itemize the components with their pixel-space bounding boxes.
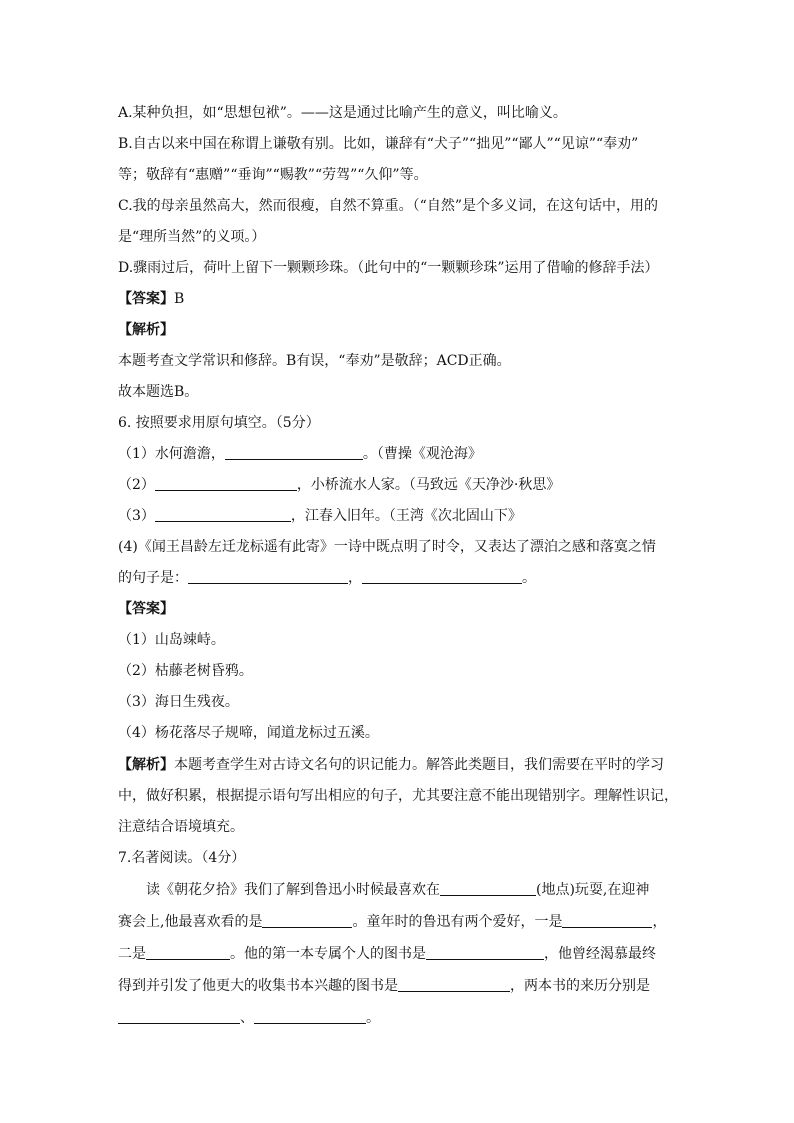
q6-blank1[interactable] <box>225 445 363 460</box>
q7-l2-b: 。童年时的鲁迅有两个爱好，一是 <box>352 914 563 930</box>
q5-option-c-line1: C.我的母亲虽然高大，然而很瘦，自然不算重。（“自然”是个多义词，在这句话中，用的 <box>118 198 658 214</box>
q7-l3-b: 。他的第一本专属个人的图书是 <box>230 946 426 962</box>
q7-l5-a: 、 <box>240 1010 254 1026</box>
q6-item1-post: 。（曹操《观沧海》 <box>362 446 482 462</box>
q6-item4-mid: ， <box>348 570 362 586</box>
q7-l4-b: ，两本书的来历分别是 <box>510 978 650 994</box>
q7-blank-origin1[interactable] <box>118 1009 240 1024</box>
answer-value: B <box>174 291 185 307</box>
q6-item4-post: 。 <box>522 570 536 586</box>
q6-answer-tag: 【答案】 <box>118 601 174 617</box>
q5-option-b-line1: B.自古以来中国在称谓上谦敬有别。比如，谦辞有“犬子”“拙见”“鄙人”“见谅”“奉劝” <box>118 136 639 152</box>
q7-blank-origin2[interactable] <box>254 1009 366 1024</box>
q7-l1-b: (地点)玩耍,在迎神 <box>536 882 650 898</box>
q7-blank-watch[interactable] <box>262 913 352 928</box>
q6-item2 <box>118 475 678 495</box>
q7-line1 <box>146 880 678 900</box>
q6-blank2[interactable] <box>155 476 297 491</box>
q6-item3-pre: （3） <box>118 508 155 524</box>
answer-tag: 【答案】 <box>118 291 174 307</box>
q7-l4-a: 得到并引发了他更大的收集书本兴趣的图书是 <box>118 978 398 994</box>
q7-line3 <box>118 944 678 964</box>
q5-option-a: A.某种负担，如“思想包袱”。——这是通过比喻产生的意义，叫比喻义。 <box>118 105 567 121</box>
q6-answer-3: （3）海日生残夜。 <box>118 694 239 710</box>
q7-line2 <box>118 912 678 932</box>
q5-analysis-tag: 【解析】 <box>118 322 174 338</box>
q7-l3-c: ，他曾经渴慕最终 <box>544 946 656 962</box>
q7-l2-c: ， <box>652 914 667 930</box>
q5-answer <box>118 289 678 309</box>
q6-answer-1: （1）山岛竦峙。 <box>118 632 225 648</box>
q6-item1 <box>118 444 678 464</box>
q7-l1-a: 读《朝花夕拾》我们了解到鲁迅小时候最喜欢在 <box>146 882 440 898</box>
q6-item3 <box>118 506 678 526</box>
q7-blank-place[interactable] <box>440 881 536 896</box>
q6-item1-pre: （1）水何澹澹， <box>118 446 225 462</box>
q6-analysis-line3: 注意结合语境填充。 <box>118 819 244 835</box>
q6-analysis-text1: 本题考查学生对古诗文名句的识记能力。解答此类题目，我们需要在平时的学习 <box>174 757 664 773</box>
q6-title: 6. 按照要求用原句填空。（5分） <box>118 415 320 431</box>
q6-analysis-line1 <box>118 755 678 775</box>
q7-blank-hobby1[interactable] <box>562 913 652 928</box>
q7-l5-b: 。 <box>366 1010 380 1026</box>
q6-answer-4: （4）杨花落尽子规啼，闻道龙标过五溪。 <box>118 725 379 741</box>
q5-analysis: 本题考查文学常识和修辞。B有误，“奉劝”是敬辞；ACD正确。 <box>118 353 511 369</box>
q5-option-c-line2: 是“理所当然”的义项。） <box>118 229 266 245</box>
q6-item3-post: ，江春入旧年。（王湾《次北固山下》 <box>290 508 522 524</box>
q6-blank4a[interactable] <box>188 569 348 584</box>
q7-title: 7.名著阅读。（4分） <box>118 850 246 866</box>
q6-item2-pre: （2） <box>118 477 155 493</box>
q5-option-b-line2: 等；敬辞有“惠赠”“垂询”“赐教”“劳驾”“久仰”等。 <box>118 167 428 183</box>
q7-blank-book1[interactable] <box>426 945 544 960</box>
q6-analysis-line2: 中，做好积累，根据提示语句写出相应的句子，尤其要注意不能出现错别字。理解性识记， <box>118 788 678 804</box>
q7-line5 <box>118 1008 678 1028</box>
q6-answer-2: （2）枯藤老树昏鸦。 <box>118 663 253 679</box>
q7-blank-hobby2[interactable] <box>146 945 230 960</box>
q6-blank3[interactable] <box>155 507 291 522</box>
q7-line4 <box>118 976 678 996</box>
q5-option-d: D.骤雨过后，荷叶上留下一颗颗珍珠。（此句中的“一颗颗珍珠”运用了借喻的修辞手法） <box>118 260 659 276</box>
q6-analysis-tag: 【解析】 <box>118 757 174 773</box>
q6-item4-line2 <box>118 568 678 588</box>
q5-conclusion: 故本题选B。 <box>118 384 199 400</box>
q6-item2-post: ，小桥流水人家。（马致远《天净沙·秋思》 <box>296 477 561 493</box>
q6-blank4b[interactable] <box>362 569 522 584</box>
q7-blank-book2[interactable] <box>398 977 510 992</box>
q7-l3-a: 二是 <box>118 946 146 962</box>
q7-l2-a: 赛会上,他最喜欢看的是 <box>118 914 263 930</box>
q6-item4-pre: 的句子是： <box>118 570 188 586</box>
q6-item4-line1: (4)《闻王昌龄左迁龙标遥有此寄》一诗中既点明了时令，又表达了漂泊之感和落寞之情 <box>118 539 656 555</box>
